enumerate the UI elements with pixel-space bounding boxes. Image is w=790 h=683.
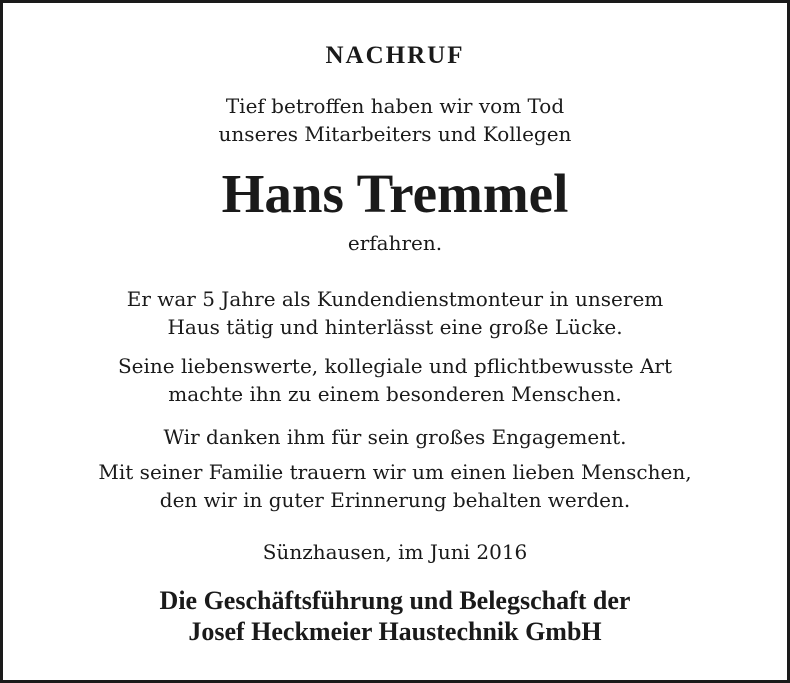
paragraph-character [3, 352, 787, 408]
paragraph-line: Wir danken ihm für sein großes Engagement. [163, 425, 627, 449]
intro-line-2: unseres Mitarbeiters und Kollegen [218, 122, 572, 146]
after-name-text: erfahren. [347, 231, 443, 255]
signature-line-2: Josef Heckmeier Haustechnik GmbH [188, 617, 602, 646]
signature-block [3, 585, 787, 647]
paragraph-tenure [3, 285, 787, 341]
intro-text [3, 92, 787, 148]
deceased-name: Hans Tremmel [221, 163, 569, 224]
paragraph-line: Haus tätig und hinterlässt eine große Lücke. [167, 315, 623, 339]
paragraph-mourning [3, 458, 787, 514]
paragraph-line: Seine liebenswerte, kollegiale und pflichtbewusste Art [117, 354, 673, 378]
paragraph-line: machte ihn zu einem besonderen Menschen. [168, 382, 622, 406]
signature-line-1: Die Geschäftsführung und Belegschaft der [159, 586, 631, 615]
paragraph-line: Er war 5 Jahre als Kundendienstmonteur in unserem [126, 287, 664, 311]
paragraph-line: den wir in guter Erinnerung behalten werden. [159, 488, 631, 512]
place-date: Sünzhausen, im Juni 2016 [262, 540, 528, 564]
paragraph-line: Mit seiner Familie trauern wir um einen lieben Menschen, [98, 460, 692, 484]
notice-heading: NACHRUF [325, 42, 465, 69]
intro-line-1: Tief betroffen haben wir vom Tod [225, 94, 565, 118]
paragraph-thanks [3, 423, 787, 451]
